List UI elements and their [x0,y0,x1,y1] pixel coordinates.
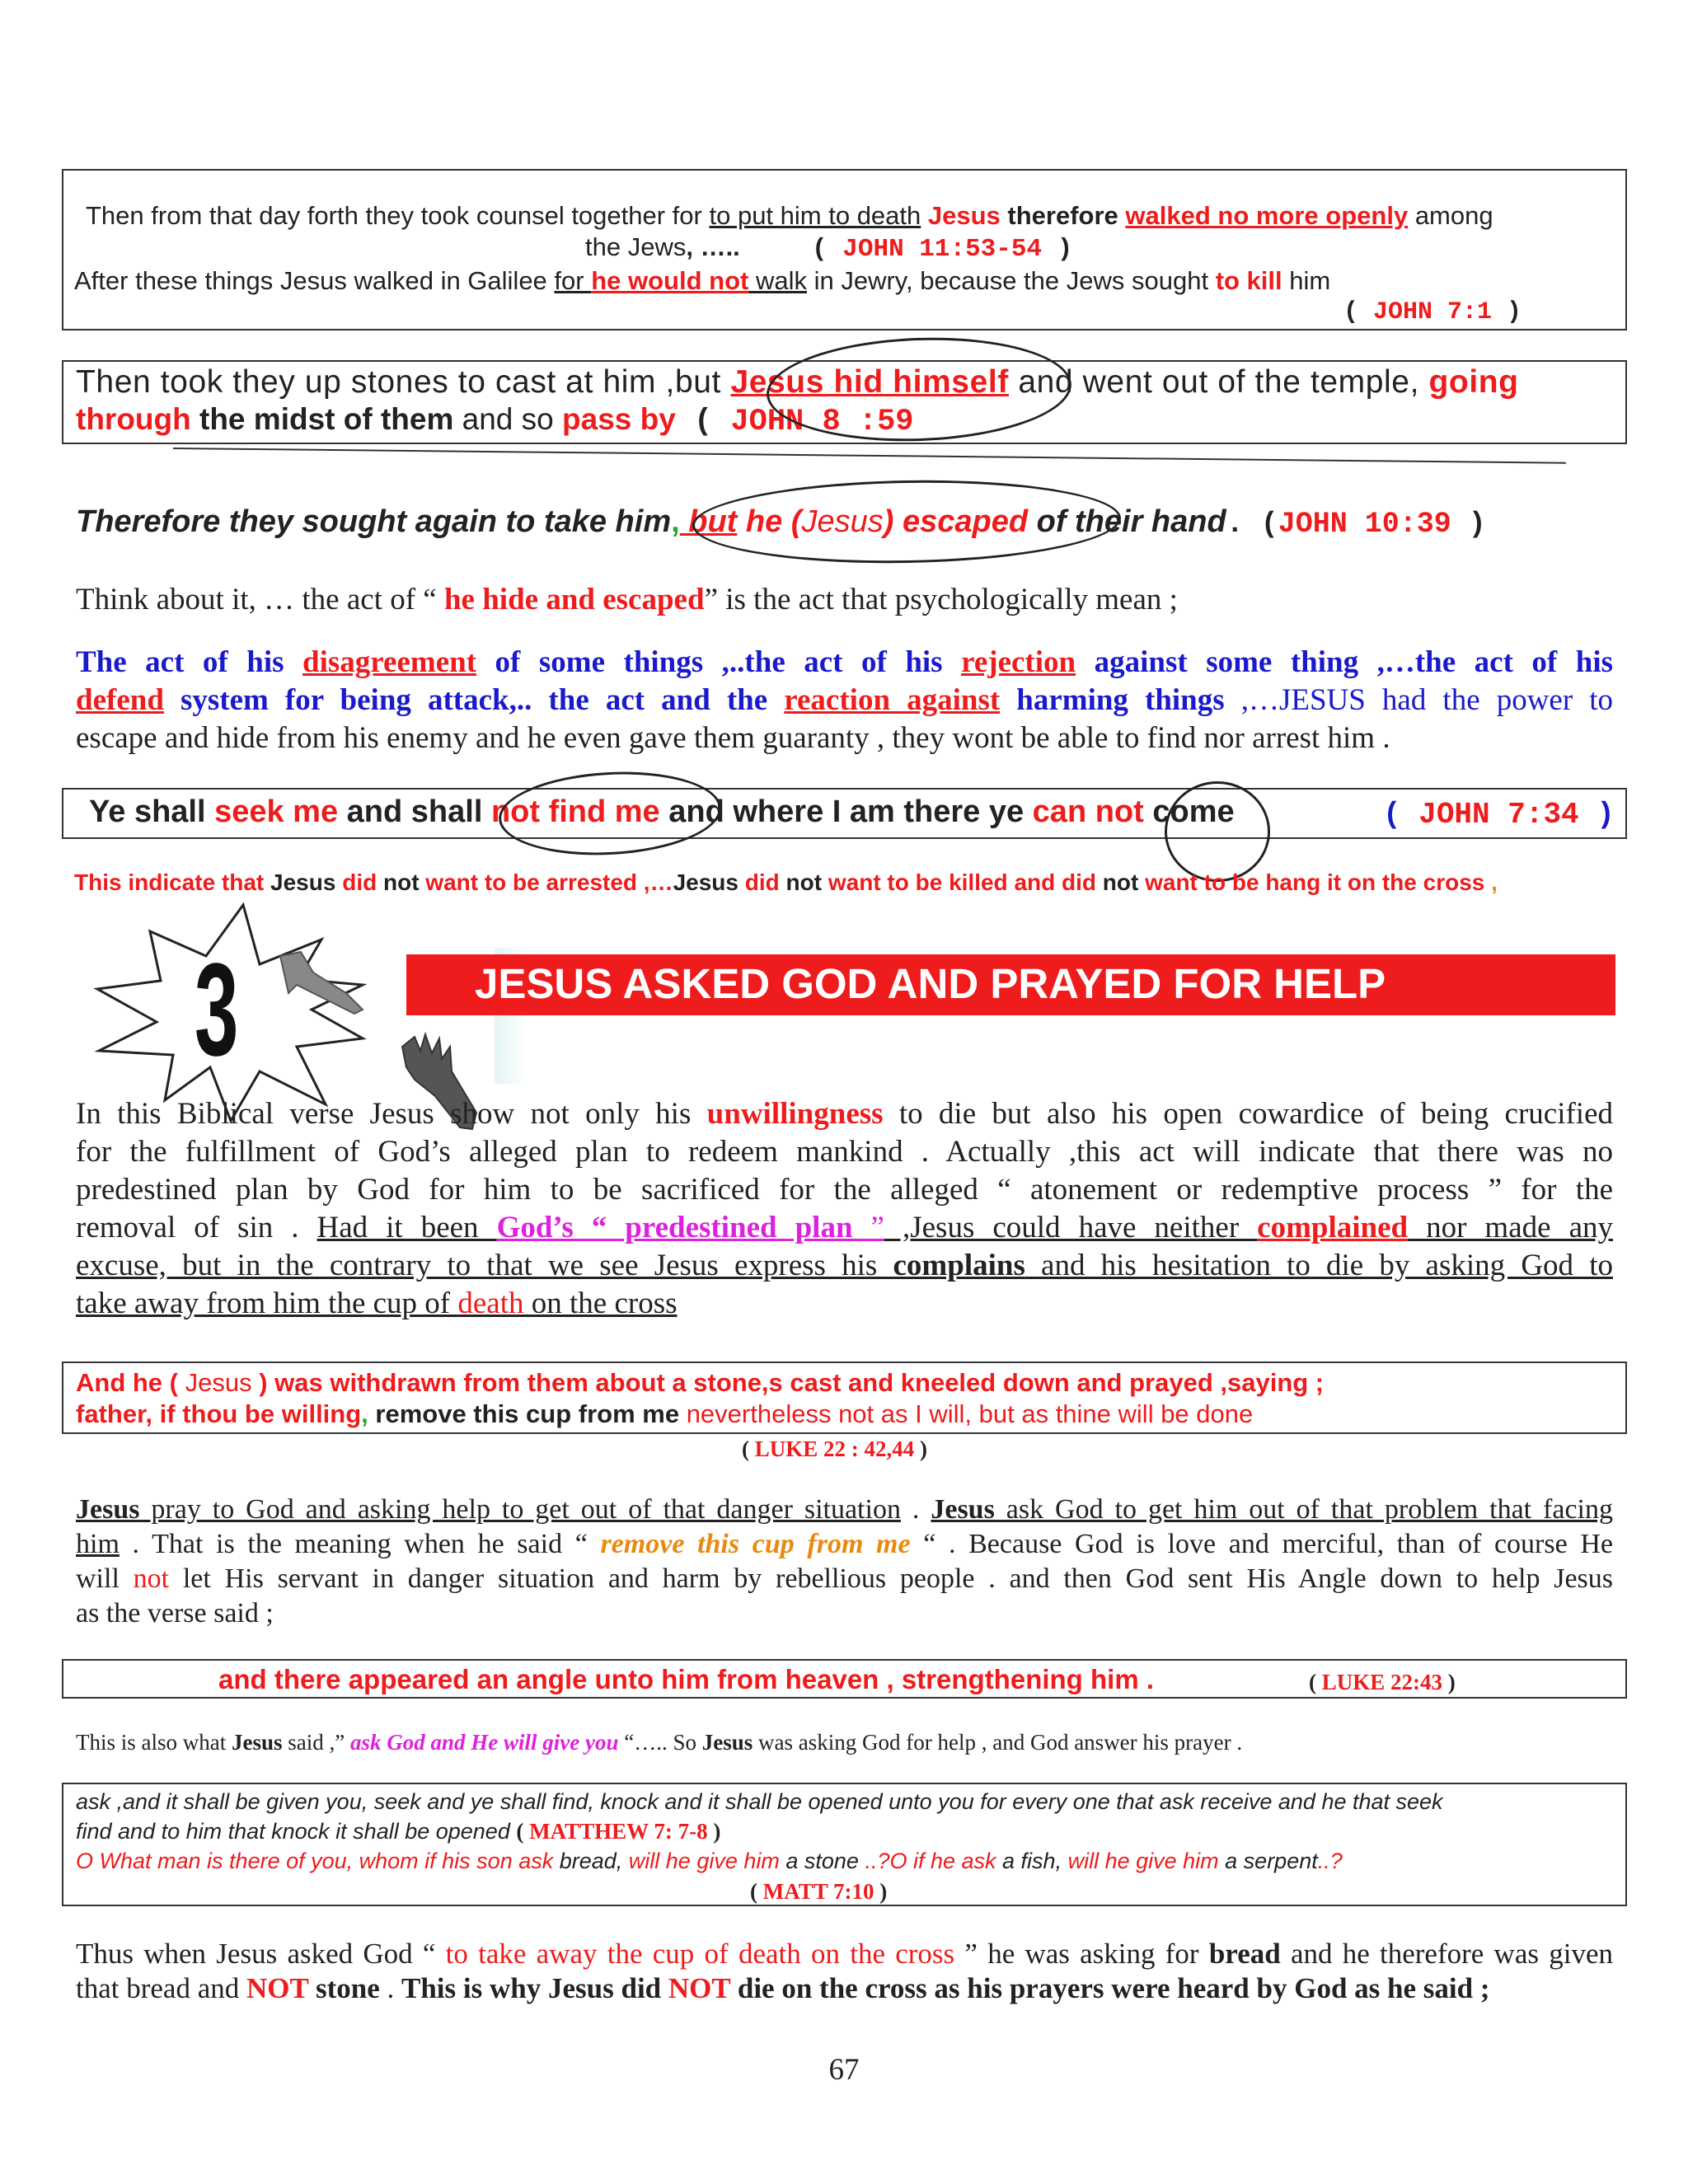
matthew-7-line-1: ask ,and it shall be given you, seek and ye shall find, knock and it shall be opened unto you for every one that ask receive and he that seek [76,1789,1443,1814]
hand-drawn-circle-3 [497,766,724,860]
hand-drawn-circle-4 [1165,781,1270,882]
biblical-para-line-3: predestined plan by God for him to be sacrificed for the alleged “ atonement or redemptive process ” for the [76,1173,1613,1207]
luke-22-43-line: and there appeared an angle unto him from heaven , strengthening him . [218,1664,1155,1694]
pray-para-line-3: will not let His servant in danger situation and harm by rebellious people . and then God sent His Angle down to help Jesus [76,1563,1613,1594]
act-para-line-2: defend system for being attack,.. the act and the reaction against harming things ,…JESUS had the power to [76,683,1614,717]
pray-para-line-1: Jesus pray to God and asking help to get out of that danger situation . Jesus ask God to get him out of that problem that facing [76,1494,1614,1525]
matt-7-10-reference: ( MATT 7:10 ) [750,1879,888,1904]
act-para-line-1: The act of his disagreement of some things ,..the act of his rejection against some thing ,…the act of his [76,645,1614,679]
john-8-line-1: Then took they up stones to cast at him ,but Jesus hid himself and went out of the temple, going [76,364,1519,400]
think-about-it-line: Think about it, … the act of “ he hide and escaped” is the act that psychologically mean ; [76,583,1178,616]
john-7-1-line: After these things Jesus walked in Galilee for he would not walk in Jewry, because the Jews sought to kill him [74,266,1331,295]
act-para-line-3: escape and hide from his enemy and he even gave them guaranty , they wont be able to find nor arrest him . [76,721,1390,755]
indicate-line: This indicate that Jesus did not want to be arrested ,…Jesus did not want to be killed and did not want to be hang it on the cross , [74,869,1498,895]
john-7-1-reference: ( JOHN 7:1 ) [1343,298,1522,326]
thus-para-line-1: Thus when Jesus asked God “ to take away the cup of death on the cross ” he was asking for bread and he therefore was given [76,1938,1613,1970]
matthew-7-line-2: find and to him that knock it shall be opened ( MATTHEW 7: 7-8 ) [76,1819,721,1844]
pray-para-line-2: him . That is the meaning when he said “ remove this cup from me “ . Because God is love and merciful, than of course He [76,1529,1613,1559]
john-7-34-line: Ye shall seek me and shall not find me and where I am there ye can not come [89,794,1235,829]
also-line: This is also what Jesus said ,” ask God and He will give you “….. So Jesus was asking God for help , and God answer his prayer . [76,1730,1243,1755]
divider-line [173,448,1566,464]
pray-para-line-4: as the verse said ; [76,1598,274,1629]
john-10-39-line: Therefore they sought again to take him, but he (Jesus) escaped of their hand. (JOHN 10:39 ) [76,504,1486,541]
biblical-para-line-1: In this Biblical verse Jesus show not only his unwillingness to die but also his open cowardice of being crucified [76,1097,1614,1131]
luke-22-43-reference: ( LUKE 22:43 ) [1309,1670,1456,1694]
biblical-para-line-5: excuse, but in the contrary to that we see Jesus express his complains and his hesitation to die by asking God to [76,1249,1614,1282]
luke-22-42-reference: ( LUKE 22 : 42,44 ) [742,1436,928,1461]
john-11-line-2: the Jews, ….. ( JOHN 11:53-54 ) [585,232,1073,264]
luke-22-42-line-2: father, if thou be willing, remove this cup from me nevertheless not as I will, but as thine will be done [76,1399,1254,1428]
page-number: 67 [828,2053,860,2087]
thus-para-line-2: that bread and NOT stone . This is why Jesus did NOT die on the cross as his prayers were heard by God as he said ; [76,1972,1490,2004]
biblical-para-line-6: take away from him the cup of death on the cross [76,1286,678,1320]
john-8-line-2: through the midst of them and so pass by ( JOHN 8 :59 [76,402,914,439]
hand-drawn-circle-2 [692,476,1122,566]
john-7-34-reference: ( JOHN 7:34 ) [1383,798,1615,832]
biblical-para-line-4: removal of sin . Had it been God’s “ predestined plan ” ,Jesus could have neither complained nor made any [76,1211,1613,1244]
luke-22-42-line-1: And he ( Jesus ) was withdrawn from them about a stone,s cast and kneeled down and prayed ,saying ; [76,1368,1325,1397]
biblical-para-line-2: for the fulfillment of God’s alleged plan to redeem mankind . Actually ,this act will indicate that there was no [76,1135,1613,1169]
section-banner-title: JESUS ASKED GOD AND PRAYED FOR HELP [475,960,1386,1007]
matthew-7-line-3: O What man is there of you, whom if his son ask bread, will he give him a stone ..?O if he ask a fish, will he give him a serpent..? [76,1849,1343,1873]
john-11-line-1: Then from that day forth they took counsel together for to put him to death Jesus therefore walked no more openly among [86,201,1493,230]
falling-figure-icon [264,948,379,1022]
section-number: 3 [195,935,239,1083]
